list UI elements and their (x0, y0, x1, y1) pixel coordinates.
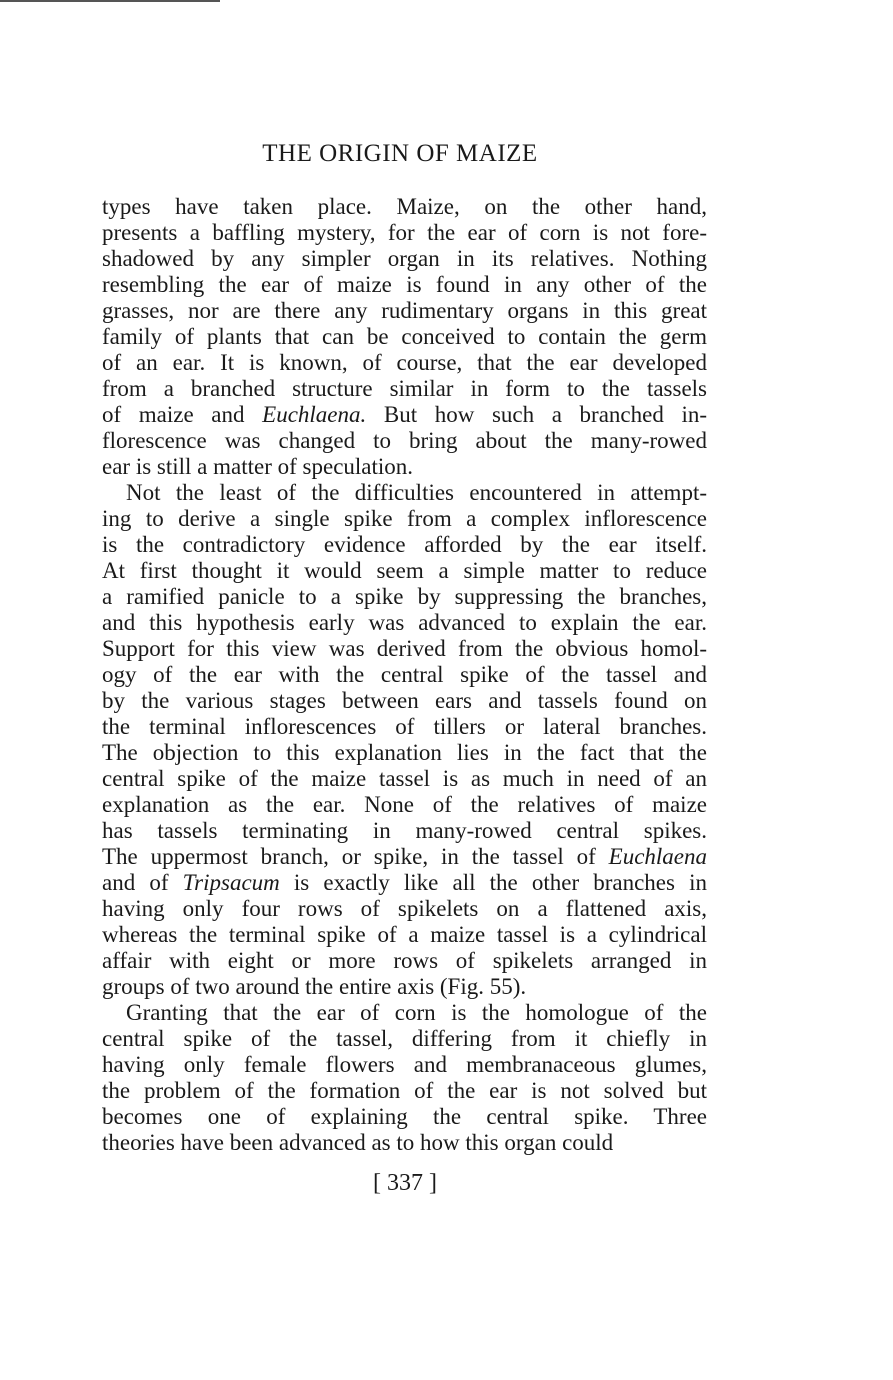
text-line: whereas the terminal spike of a maize tassel is a cylindrical (102, 922, 707, 947)
text-line: becomes one of explaining the central spike. Three (102, 1104, 707, 1129)
text-line: has tassels terminating in many-rowed central spikes. (102, 818, 707, 843)
text-line: central spike of the maize tassel is as much in need of an (102, 766, 707, 791)
text-line: groups of two around the entire axis (Fig. 55). (102, 974, 527, 999)
italic-term: Euchlaena. (262, 402, 367, 427)
text-line: Support for this view was derived from the obvious homol- (102, 636, 707, 661)
text-line: shadowed by any simpler organ in its relatives. Nothing (102, 246, 707, 271)
text-line: a ramified panicle to a spike by suppressing the branches, (102, 584, 707, 609)
text-line: having only four rows of spikelets on a flattened axis, (102, 896, 707, 921)
text-run: The uppermost branch, or spike, in the tassel of (102, 844, 609, 869)
text-line: explanation as the ear. None of the relatives of maize (102, 792, 707, 817)
text-line: presents a baffling mystery, for the ear of corn is not fore- (102, 220, 707, 245)
text-line: ing to derive a single spike from a complex inflorescence (102, 506, 707, 531)
italic-term: Tripsacum (182, 870, 280, 895)
text-line: florescence was changed to bring about the many-rowed (102, 428, 707, 453)
paragraph (102, 194, 707, 480)
text-line: central spike of the tassel, differing from it chiefly in (102, 1026, 707, 1051)
running-head: THE ORIGIN OF MAIZE (262, 140, 538, 167)
body-text (102, 194, 707, 1156)
text-line: affair with eight or more rows of spikelets arranged in (102, 948, 707, 973)
text-line: family of plants that can be conceived to contain the germ (102, 324, 707, 349)
text-line: At first thought it would seem a simple matter to reduce (102, 558, 707, 583)
top-rule (0, 0, 220, 2)
text-line: Granting that the ear of corn is the homologue of the (126, 1000, 707, 1025)
text-run: and of (102, 870, 183, 895)
text-line: theories have been advanced as to how this organ could (102, 1130, 614, 1155)
text-line: from a branched structure similar in form to the tassels (102, 376, 707, 401)
text-line: Not the least of the difficulties encountered in attempt- (126, 480, 707, 505)
paragraph (102, 480, 707, 1000)
text-line (102, 844, 707, 870)
page-number: [ 337 ] (373, 1170, 437, 1196)
text-line: the terminal inflorescences of tillers or lateral branches. (102, 714, 707, 739)
paragraph (102, 1000, 707, 1156)
text-line: ogy of the ear with the central spike of the tassel and (102, 662, 707, 687)
text-line: The objection to this explanation lies in the fact that the (102, 740, 707, 765)
text-line (102, 870, 707, 896)
text-line: by the various stages between ears and tassels found on (102, 688, 707, 713)
text-line: ear is still a matter of speculation. (102, 454, 414, 479)
text-run: of maize and (102, 402, 263, 427)
italic-term: Euchlaena (608, 844, 707, 869)
text-line: of an ear. It is known, of course, that the ear developed (102, 350, 707, 375)
text-line: the problem of the formation of the ear is not solved but (102, 1078, 707, 1103)
text-line (102, 402, 707, 428)
text-line: is the contradictory evidence afforded by the ear itself. (102, 532, 707, 557)
text-line: resembling the ear of maize is found in any other of the (102, 272, 707, 297)
text-line: and this hypothesis early was advanced to explain the ear. (102, 610, 707, 635)
text-run: But how such a branched in- (366, 402, 708, 427)
text-line: having only female flowers and membranaceous glumes, (102, 1052, 707, 1077)
text-line: types have taken place. Maize, on the other hand, (102, 194, 707, 219)
text-line: grasses, nor are there any rudimentary organs in this great (102, 298, 707, 323)
text-run: is exactly like all the other branches in (279, 870, 707, 895)
